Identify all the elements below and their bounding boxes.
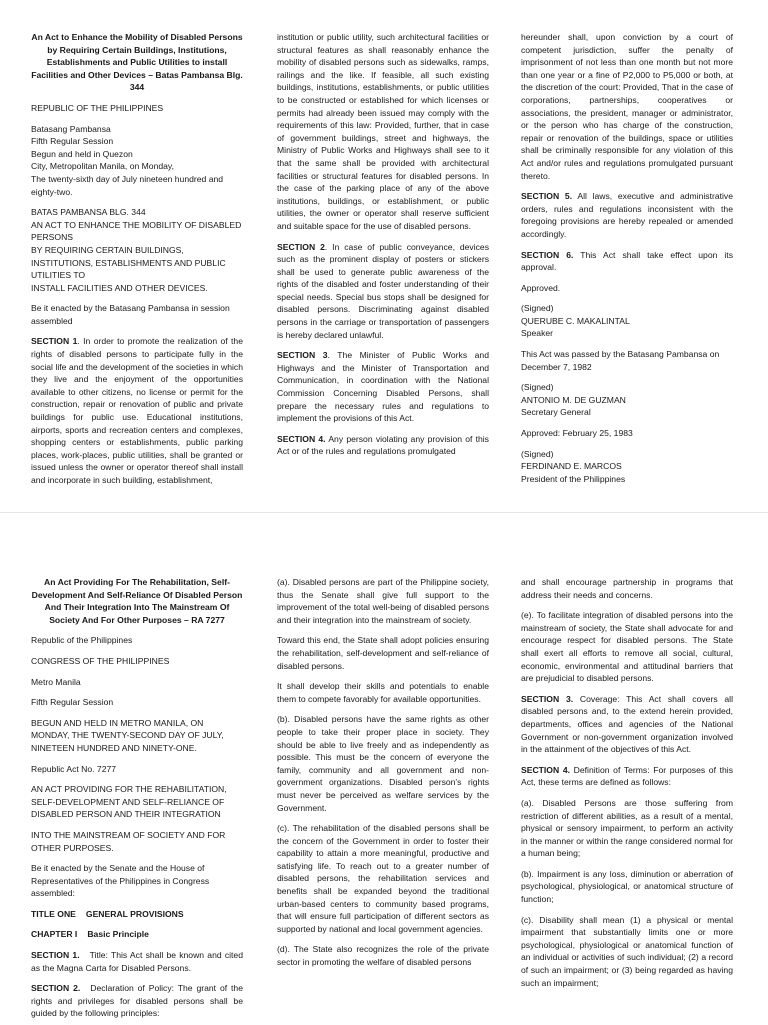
section-2 [31, 982, 243, 1020]
section-label: SECTION 1. [31, 950, 80, 961]
signatory-name: ANTONIO M. DE GUZMAN [521, 394, 626, 405]
section-label: SECTION 5. [521, 191, 573, 202]
approved-date-line: Approved: February 25, 1983 [521, 428, 633, 439]
chapter-name: Basic Principle [87, 929, 149, 940]
section-3 [277, 349, 489, 425]
signatory-title: Secretary General [521, 407, 591, 418]
section-text: Title: This Act shall be known and cited as the Magna Carta for Disabled Persons. [31, 950, 243, 973]
section-2 [277, 241, 489, 342]
page-ra7277 [0, 512, 768, 1025]
enacting-clause: Be it enacted by the Senate and the House of Representatives of the Philippines in Congress assembled: [31, 863, 210, 899]
section-label: SECTION 3 [277, 350, 328, 361]
title-one-label: TITLE ONE [31, 908, 76, 919]
section-3 [521, 693, 733, 756]
act-heading: AN ACT PROVIDING FOR THE REHABILITATION, SELF-DEVELOPMENT AND SELF-RELIANCE OF DISABLED PERSON AND THEIR INTEGRATION [31, 784, 227, 820]
act-heading-line: BY REQUIRING CERTAIN BUILDINGS, INSTITUTIONS, ESTABLISHMENTS AND PUBLIC UTILITIES TO [31, 244, 226, 281]
section-text: . In case of public conveyance, devices such as the prominent display of posters or stickers shall be used to generate public awareness of the rights of the disabled and foster understanding of their special needs. Special bus stops shall be designed for disabled persons. Discriminating against disabled persons in the carriage or transportation of passengers is hereby declared unlawful. [277, 241, 490, 340]
section-5 [521, 190, 733, 240]
session-line: Fifth Regular Session [31, 136, 114, 147]
section-text: Coverage: This Act shall covers all disabled persons and, to the extend herein provided, departments, offices and agencies of the National Government or non-government organization involved in the attainment of the objectives of this Act. [521, 693, 733, 755]
session-block [31, 123, 243, 199]
congress-line: CONGRESS OF THE PHILIPPINES [31, 655, 170, 666]
signatory-name: FERDINAND E. MARCOS [521, 461, 622, 472]
title-one-name: GENERAL PROVISIONS [85, 908, 184, 919]
document-title: An Act to Enhance the Mobility of Disabled Persons by Requiring Certain Buildings, Institutions, Establishments and Public Utilities to install Facilities and Other Devices – Batas Pambansa Blg. 344 [31, 32, 243, 93]
signed-mark: (Signed) [521, 448, 554, 459]
signatory-title: President of the Philippines [521, 473, 626, 484]
page-ba344 [0, 0, 768, 512]
signature-block-president [521, 448, 733, 486]
section-text: Declaration of Policy: The grant of the rights and privileges for disabled persons shall be guided by the following principles: [31, 983, 243, 1019]
definition-a: (a). Disabled Persons are those suffering from restriction of different abilities, as a result of a mental, physical or sensory impairment, to perform an activity in the manner or within the range considered normal for a human being; [521, 797, 733, 859]
column-2 [277, 31, 489, 466]
signatory-name: QUERUBE C. MAKALINTAL [521, 315, 630, 326]
section-text: . In order to promote the realization of the rights of disabled persons to participate fully in the social life and the development of the societies in which they live and the enjoyment of the opportunities available to other citizens, no license or permit for the construction, repair or renovation of public and private buildings for public use. Educational institutions, airports, sports and recreation centers and complexes, shopping centers or establishments, public parking places, work-places, public utilities, shall be granted or issued unless the owner or operator thereof shall install and incorporate in such building, establishment, [31, 336, 243, 485]
session-line: City, Metropolitan Manila, on Monday, [31, 161, 174, 172]
section-text: All laws, executive and administrative orders, rules and regulations inconsistent with the foregoing provisions are hereby repealed or amended accordingly. [521, 191, 733, 239]
approved-line: Approved. [521, 282, 561, 293]
section-label: SECTION 3. [521, 693, 574, 704]
metro-line: Metro Manila [31, 676, 81, 687]
section-1 [31, 949, 243, 974]
principle-a-policy: Toward this end, the State shall adopt policies ensuring the rehabilitation, self-development and self-reliance of disabled persons. [277, 635, 489, 671]
principle-b: (b). Disabled persons have the same rights as other people to take their proper place in society. They should be able to live freely and as independently as possible. This must be the concern of everyone the family, community and all government and non-government organizations. Disabled person's rights must never be perceived as welfare services by the Government. [277, 714, 489, 813]
section-text: This Act shall take effect upon its approval. [521, 249, 733, 273]
act-heading-line: BATAS PAMBANSA BLG. 344 [31, 207, 146, 218]
chapter-heading [31, 928, 243, 941]
section-4 [521, 764, 733, 789]
section-label: SECTION 4. [277, 433, 326, 444]
act-heading-continued: INTO THE MAINSTREAM OF SOCIETY AND FOR OTHER PURPOSES. [31, 829, 226, 853]
principle-a: (a). Disabled persons are part of the Philippine society, thus the Senate shall give full support to the improvement of the total well-being of disabled persons and their integration into the mainstream of society. [277, 577, 489, 625]
ra-number: Republic Act No. 7277 [31, 763, 117, 774]
section-1 [31, 335, 243, 486]
section-text: . The Minister of Public Works and Highways and the Minister of Transportation and Communication, in coordination with the National Commission Concerning Disabled Persons, shall prepare the necessary rules and regulations to implement the provisions of this Act. [277, 350, 489, 424]
section-label: SECTION 6. [521, 249, 574, 260]
section-text: Any person violating any provision of this Act or of the rules and regulations promulgated [277, 433, 489, 457]
republic-line: REPUBLIC OF THE PHILIPPINES [31, 102, 164, 113]
signature-block-speaker [521, 302, 733, 340]
principle-d: (d). The State also recognizes the role of the private sector in promoting the welfare of disabled persons [277, 944, 489, 968]
section-6 [521, 249, 733, 274]
session-line: Begun and held in Quezon [31, 148, 133, 159]
column-2 [277, 576, 489, 977]
session-line: Fifth Regular Session [31, 697, 114, 708]
section-label: SECTION 4. [521, 764, 571, 775]
column-3 [521, 576, 733, 997]
section-1-continued: institution or public utility, such architectural facilities or structural features as shall reasonably enhance the mobility of disabled persons such as sidewalks, ramps, railings and the like. If feasible, all such existing buildings, institutions, establishments, or public utilities to be constructed or established for which licenses or permits had already been issued may comply with the requirements of this law: Provided, further, that in case of government buildings, street and highways, the Ministry of Public Works and Highways shall see to it that the same shall be provided with architectural facilities or structural features for disabled persons. In the case of the parking place of any of the above institutions, buildings, or establishment, or public utilities, the owner or operator shall reserve sufficient and suitable space for the use of disabled persons. [277, 32, 489, 231]
definition-c: (c). Disability shall mean (1) a physical or mental impairment that substantially limits one or more psychological, physiological or anatomical function of an individual or activities of such individual; (2) a record of such an impairment; or (3) being regarded as having such an impairment; [521, 914, 733, 988]
signed-mark: (Signed) [521, 382, 554, 393]
principle-d-continued: and shall encourage partnership in programs that address their needs and concerns. [521, 577, 733, 600]
title-one-heading [31, 908, 243, 921]
act-heading-block [31, 206, 243, 294]
principle-e: (e). To facilitate integration of disabled persons into the mainstream of society, the State shall advocate for and encourage respect for disabled persons. The State shall exert all efforts to remove all social, cultural, economic, environmental and attitudinal barriers that are prejudicial to disabled persons. [521, 610, 733, 684]
section-label: SECTION 2 [277, 241, 325, 252]
signatory-title: Speaker [521, 328, 554, 339]
column-1 [31, 31, 243, 495]
republic-line: Republic of the Philippines [31, 635, 133, 646]
signature-block-secretary [521, 381, 733, 419]
act-heading-line: INSTALL FACILITIES AND OTHER DEVICES. [31, 282, 208, 293]
section-4-continued: hereunder shall, upon conviction by a court of competent jurisdiction, suffer the penalty of imprisonment of not less than one month but not more than one year or a fine of P2,000 to P5,000 or both, at the discretion of the court: Provided, That in the case of corporations, partnerships, cooperatives or associations, the president, manager or administrator, or the person who has charge of the construction, repair or renovation of the buildings, space or utilities shall be criminally responsible for any violation of this Act and/or rules and regulations promulgated pursuant thereto. [521, 32, 733, 181]
section-4 [277, 433, 489, 458]
signed-mark: (Signed) [521, 303, 554, 314]
begun-line: BEGUN AND HELD IN METRO MANILA, ON MONDAY, THE TWENTY-SECOND DAY OF JULY, NINETEEN HUNDRED AND NINETY-ONE. [31, 717, 224, 753]
principle-c: (c). The rehabilitation of the disabled persons shall be the concern of the Government in order to foster their capability to attain a more meaningful, productive and satisfying life. To reach out to a greater number of disabled persons, the rehabilitation services and benefits shall be expanded beyond the traditional urban-based centers to community based programs, that will ensure full participation of different sectors as supported by national and local government agencies. [277, 823, 489, 934]
definition-b: (b). Impairment is any loss, diminution or aberration of psychological, physiological, or anatomical structure of function; [521, 868, 733, 905]
chapter-label: CHAPTER I [31, 929, 78, 940]
session-line: The twenty-sixth day of July nineteen hundred and eighty-two. [31, 173, 224, 197]
section-label: SECTION 1 [31, 336, 78, 347]
session-line: Batasang Pambansa [31, 123, 111, 134]
passed-line: This Act was passed by the Batasang Pambansa on December 7, 1982 [521, 349, 720, 372]
document-title: An Act Providing For The Rehabilitation, Self-Development And Self-Reliance Of Disabled Person And Their Integration Into The Mainstream Of Society And For Other Purposes – RA 7277 [31, 577, 243, 625]
enacting-clause: Be it enacted by the Batasang Pambansa in session assembled [31, 303, 230, 326]
principle-a-skills: It shall develop their skills and potentials to enable them to compete favorably for available opportunities. [277, 681, 489, 704]
section-text: Definition of Terms: For purposes of this Act, these terms are defined as follows: [521, 764, 733, 788]
section-label: SECTION 2. [31, 983, 81, 994]
column-3 [521, 31, 733, 493]
act-heading-line: AN ACT TO ENHANCE THE MOBILITY OF DISABLED PERSONS [31, 219, 242, 243]
column-1 [31, 576, 243, 1025]
